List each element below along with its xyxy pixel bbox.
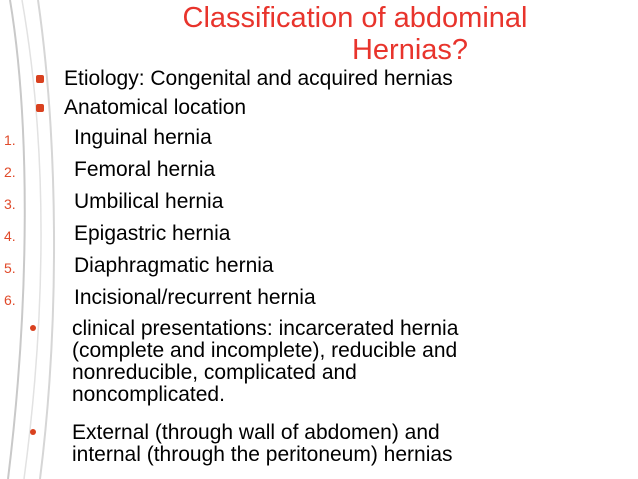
title-line-1: Classification of abdominal: [182, 2, 528, 34]
list-number: 5.: [4, 260, 16, 276]
title-line-2: Hernias?: [351, 34, 469, 66]
list-number: 4.: [4, 228, 16, 244]
square-bullet-icon: [36, 104, 44, 112]
list-item: [30, 318, 630, 410]
list-text: Inguinal hernia: [74, 126, 212, 149]
square-bullet-icon: [36, 75, 44, 83]
list-text: Epigastric hernia: [74, 222, 231, 245]
list-text-line: internal (through the peritoneum) hernias: [72, 443, 453, 466]
list-text: Diaphragmatic hernia: [74, 254, 274, 277]
bullet-dot-icon: [30, 325, 36, 331]
anatomical-location-text: Anatomical location: [64, 96, 247, 119]
list-text-line: clinical presentations: incarcerated hernia: [72, 317, 459, 340]
list-number: 3.: [4, 196, 16, 212]
list-text-line: nonreducible, complicated and: [72, 361, 357, 384]
slide-title: [100, 2, 610, 66]
list-text: Incisional/recurrent hernia: [74, 286, 316, 309]
etiology-text: Etiology: Congenital and acquired hernias: [64, 67, 453, 90]
list-number: 6.: [4, 292, 16, 308]
bullet-dot-icon: [30, 429, 36, 435]
list-text: Umbilical hernia: [74, 190, 224, 213]
list-number: 2.: [4, 164, 16, 180]
list-number: 1.: [4, 132, 16, 148]
list-text-line: (complete and incomplete), reducible and: [72, 339, 458, 362]
list-text-line: External (through wall of abdomen) and: [72, 421, 440, 444]
list-text-line: noncomplicated.: [72, 383, 225, 406]
list-item: [30, 422, 630, 468]
list-text: Femoral hernia: [74, 158, 216, 181]
